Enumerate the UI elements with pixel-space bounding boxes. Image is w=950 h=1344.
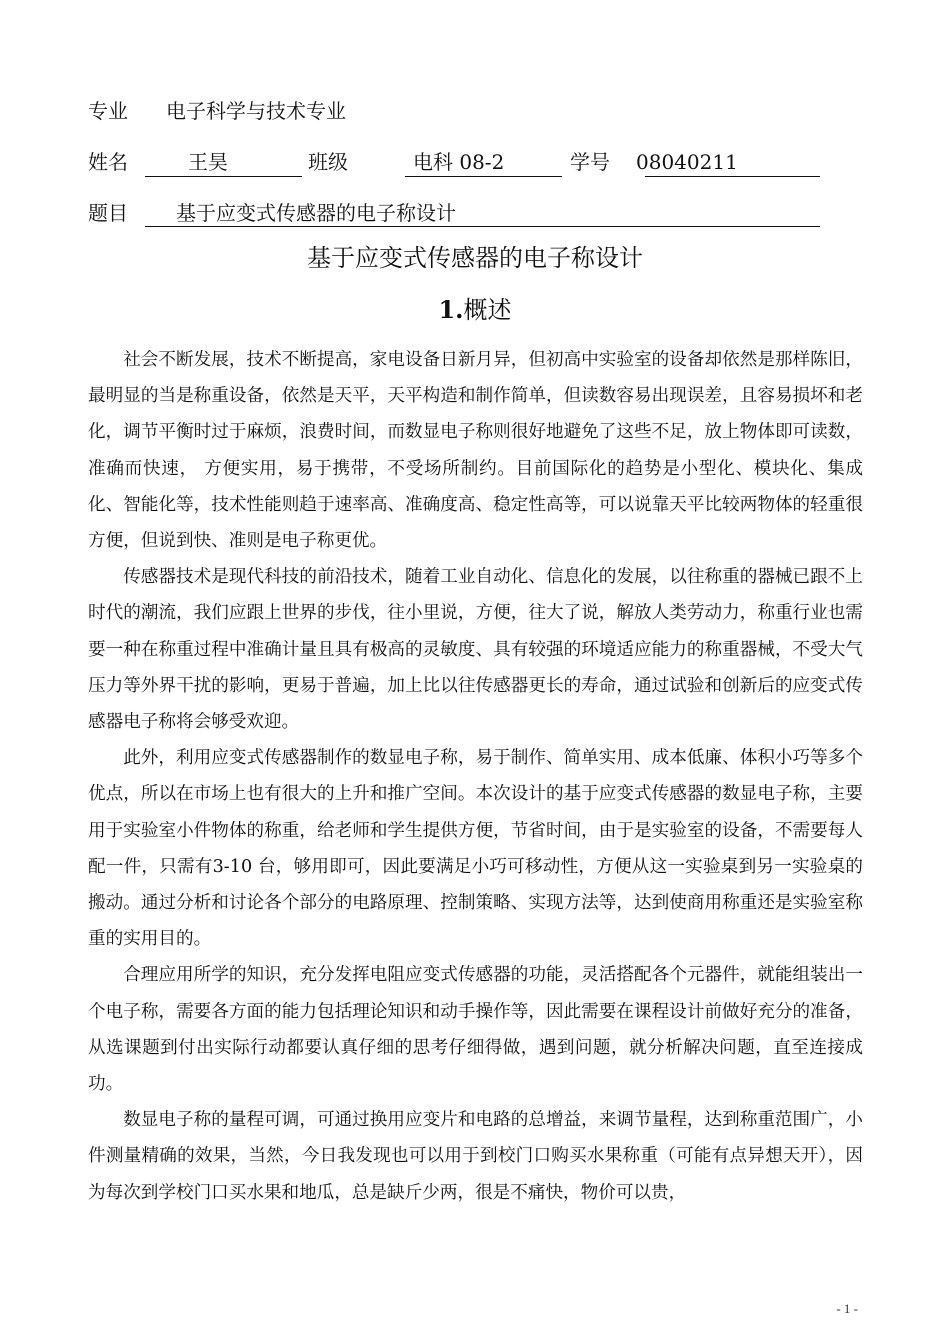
class-label: 班级	[308, 150, 348, 174]
section-heading	[0, 292, 950, 328]
topic-label: 题目	[88, 201, 128, 225]
document-title: 基于应变式传感器的电子称设计	[307, 244, 643, 272]
body-text	[88, 342, 863, 1211]
section-title-text: 概述	[463, 296, 512, 324]
name-label: 姓名	[88, 150, 128, 174]
major-value: 电子科学与技术专业	[166, 99, 346, 123]
paragraph-1: 社会不断发展，技术不断提高，家电设备日新月异，但初高中实验室的设备却依然是那样陈旧，最明显的当是称重设备，依然是天平，天平构造和制作简单，但读数容易出现误差，且容易损坏和老化，调节平衡时过于麻烦，浪费时间，而数显电子称则很好地避免了这些不足，放上物体即可读数，准确而快速， 方便实用，易于携带，不受场所制约。目前国际化的趋势是小型化、模块化、集成化、智能化等，技术性能则趋于速率高、准确度高、稳定性高等，可以说靠天平比较两物体的轻重很方便，但说到快、准则是电子称更优。	[88, 350, 863, 552]
major-label: 专业	[88, 99, 128, 123]
class-value: 电科 08-2	[413, 150, 505, 174]
paragraph-5: 数显电子称的量程可调，可通过换用应变片和电路的总增益，来调节量程，达到称重范围广，小件测量精确的效果，当然，今日我发现也可以用于到校门口购买水果称重（可能有点异想天开），因为每次到学校门口买水果和地瓜，总是缺斤少两，很是不痛快，物价可以贵，	[88, 1110, 863, 1203]
name-value: 王昊	[188, 150, 228, 174]
name-underline	[145, 176, 302, 177]
page-number: - 1 -	[836, 1301, 858, 1316]
id-underline	[645, 176, 820, 177]
paragraph-3: 此外，利用应变式传感器制作的数显电子称，易于制作、简单实用、成本低廉、体积小巧等多个优点，所以在市场上也有很大的上升和推广空间。本次设计的基于应变式传感器的数显电子称，主要用于实验室小件物体的称重，给老师和学生提供方便，节省时间，由于是实验室的设备，不需要每人配一件，只需有3-10 台，够用即可，因此要满足小巧可移动性，方便从这一实验桌到另一实验桌的搬动。通过分析和讨论各个部分的电路原理、控制策略、实现方法等，达到使商用称重还是实验室称重的实用目的。	[88, 748, 863, 950]
id-value: 08040211	[636, 150, 738, 174]
paragraph-4: 合理应用所学的知识，充分发挥电阻应变式传感器的功能，灵活搭配各个元器件，就能组装出一个电子称，需要各方面的能力包括理论知识和动手操作等，因此需要在课程设计前做好充分的准备，从选课题到付出实际行动都要认真仔细的思考仔细得做，遇到问题，就分析解决问题，直至连接成功。	[88, 965, 863, 1095]
section-number: 1.	[438, 295, 464, 324]
paragraph-2: 传感器技术是现代科技的前沿技术，随着工业自动化、信息化的发展，以往称重的器械已跟不上时代的潮流，我们应跟上世界的步伐，往小里说，方便，往大了说，解放人类劳动力，称重行业也需要一种在称重过程中准确计量且具有极高的灵敏度、具有较强的环境适应能力的称重器械，不受大气压力等外界干扰的影响，更易于普遍，加上比以往传感器更长的寿命，通过试验和创新后的应变式传感器电子称将会够受欢迎。	[88, 567, 863, 733]
class-underline	[405, 176, 562, 177]
student-info-row	[88, 147, 863, 177]
id-label: 学号	[570, 150, 610, 174]
topic-underline	[145, 226, 820, 227]
topic-value: 基于应变式传感器的电子称设计	[176, 201, 456, 225]
